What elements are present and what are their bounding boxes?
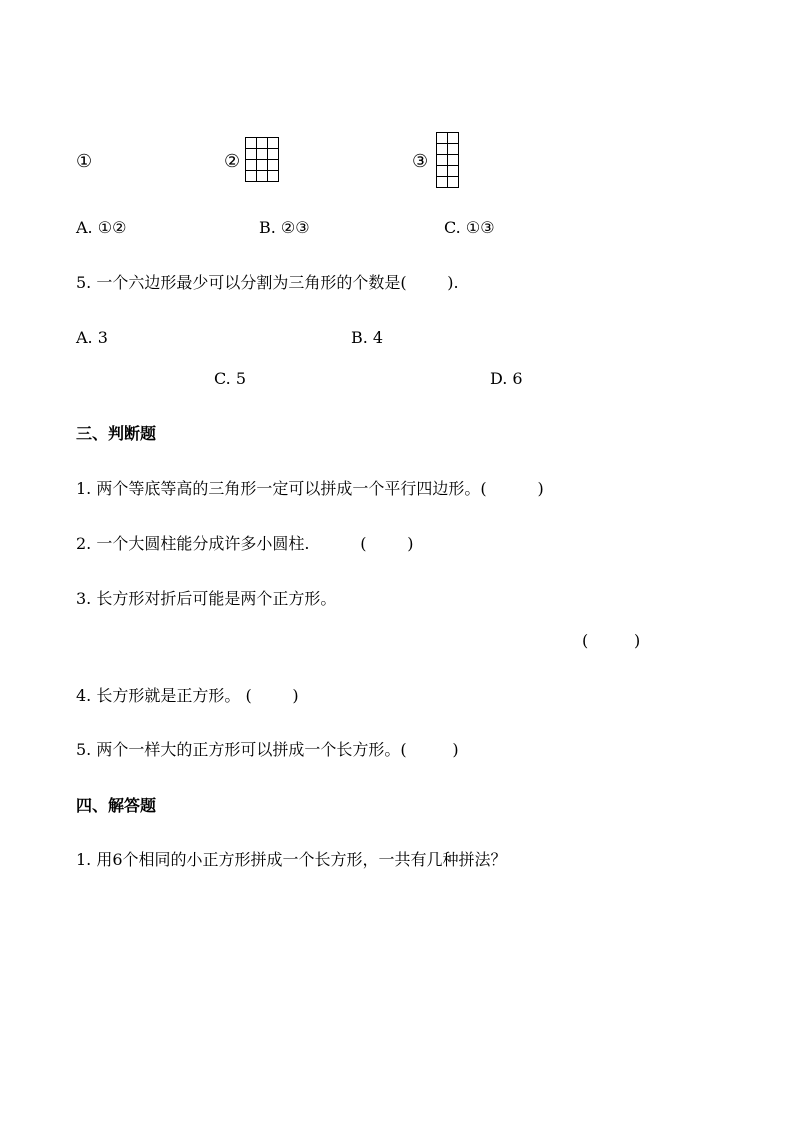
q5-option-c: C. 5 <box>214 369 247 388</box>
q5-option-a: A. 3 <box>76 328 108 347</box>
q5-option-b: B. 4 <box>351 328 384 347</box>
figure-3-label: ③ <box>412 151 429 172</box>
tf-item-4: 4. 长方形就是正方形。 ( ) <box>76 686 299 705</box>
answer-item-1: 1. 用6个相同的小正方形拼成一个长方形，一共有几种拼法？ <box>76 850 507 869</box>
q4-option-a: A. ①② <box>76 218 127 237</box>
q5-stem: 5. 一个六边形最少可以分割为三角形的个数是( ). <box>76 273 459 292</box>
figure-3-grid <box>436 132 459 188</box>
section-4-title: 四、解答题 <box>76 796 157 815</box>
figure-1-label: ① <box>76 151 93 172</box>
figure-2-grid <box>245 137 279 182</box>
q5-option-d: D. 6 <box>490 369 523 388</box>
tf-item-3: 3. 长方形对折后可能是两个正方形。 <box>76 589 337 608</box>
q4-option-c: C. ①③ <box>444 218 495 237</box>
tf-item-3-blank: ( ) <box>582 631 641 650</box>
tf-item-2: 2. 一个大圆柱能分成许多小圆柱. ( ) <box>76 534 414 553</box>
tf-item-5: 5. 两个一样大的正方形可以拼成一个长方形。( ) <box>76 740 459 759</box>
section-3-title: 三、判断题 <box>76 424 157 443</box>
tf-item-1: 1. 两个等底等高的三角形一定可以拼成一个平行四边形。( ) <box>76 479 544 498</box>
figure-2-label: ② <box>224 151 241 172</box>
q4-option-b: B. ②③ <box>259 218 310 237</box>
